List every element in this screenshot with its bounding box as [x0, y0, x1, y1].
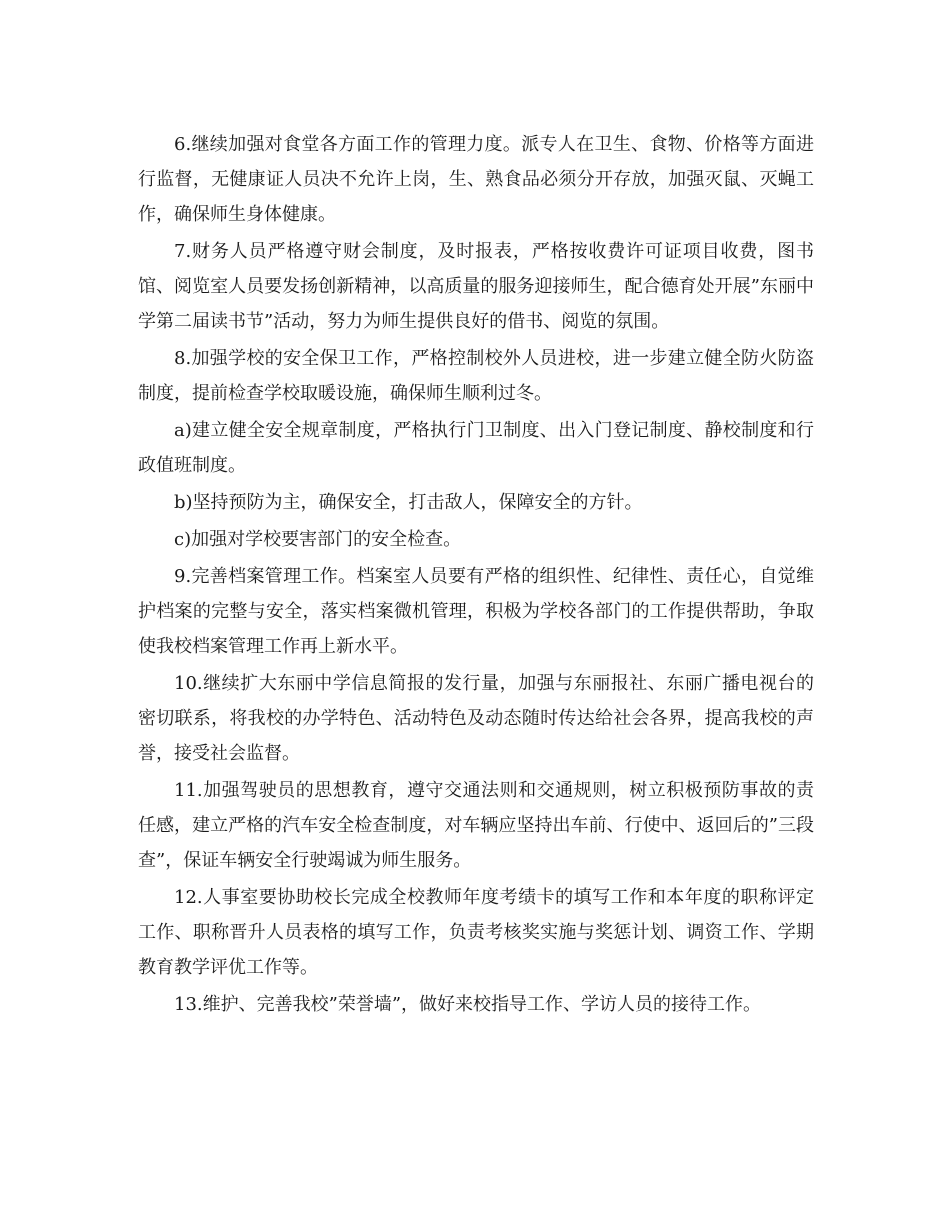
paragraph-item-12: 12.人事室要协助校长完成全校教师年度考绩卡的填写工作和本年度的职称评定工作、职称晋升人员表格的填写工作，负责考核奖实施与奖惩计划、调资工作、学期教育教学评优工作等。 [138, 887, 814, 978]
paragraph-item-11: 11.加强驾驶员的思想教育，遵守交通法则和交通规则，树立积极预防事故的责任感，建立严格的汽车安全检查制度，对车辆应坚持出车前、行使中、返回后的”三段查”，保证车辆安全行驶竭诚为师生服务。 [138, 780, 814, 871]
paragraph-item-7: 7.财务人员严格遵守财会制度，及时报表，严格按收费许可证项目收费，图书馆、阅览室人员要发扬创新精神，以高质量的服务迎接师生，配合德育处开展”东丽中学第二届读书节”活动，努力为师生提供良好的借书、阅览的氛围。 [138, 241, 814, 332]
paragraph-item-6: 6.继续加强对食堂各方面工作的管理力度。派专人在卫生、食物、价格等方面进行监督，无健康证人员决不允许上岗，生、熟食品必须分开存放，加强灭鼠、灭蝇工作，确保师生身体健康。 [138, 134, 814, 225]
paragraph-item-13: 13.维护、完善我校”荣誉墙”，做好来校指导工作、学访人员的接待工作。 [174, 994, 762, 1015]
paragraph-item-8c: c)加强对学校要害部门的安全检查。 [174, 529, 462, 550]
document-body [138, 127, 814, 1024]
paragraph-item-8b: b)坚持预防为主，确保安全，打击敌人，保障安全的方针。 [174, 492, 643, 513]
paragraph-item-8a: a)建立健全安全规章制度，严格执行门卫制度、出入门登记制度、静校制度和行政值班制度。 [138, 420, 814, 476]
paragraph-item-10: 10.继续扩大东丽中学信息简报的发行量，加强与东丽报社、东丽广播电视台的密切联系，将我校的办学特色、活动特色及动态随时传达给社会各界，提高我校的声誉，接受社会监督。 [138, 673, 814, 764]
paragraph-item-9: 9.完善档案管理工作。档案室人员要有严格的组织性、纪律性、责任心，自觉维护档案的完整与安全，落实档案微机管理，积极为学校各部门的工作提供帮助，争取使我校档案管理工作再上新水平。 [138, 566, 814, 657]
paragraph-item-8: 8.加强学校的安全保卫工作，严格控制校外人员进校，进一步建立健全防火防盗制度，提前检查学校取暖设施，确保师生顺利过冬。 [138, 348, 814, 404]
